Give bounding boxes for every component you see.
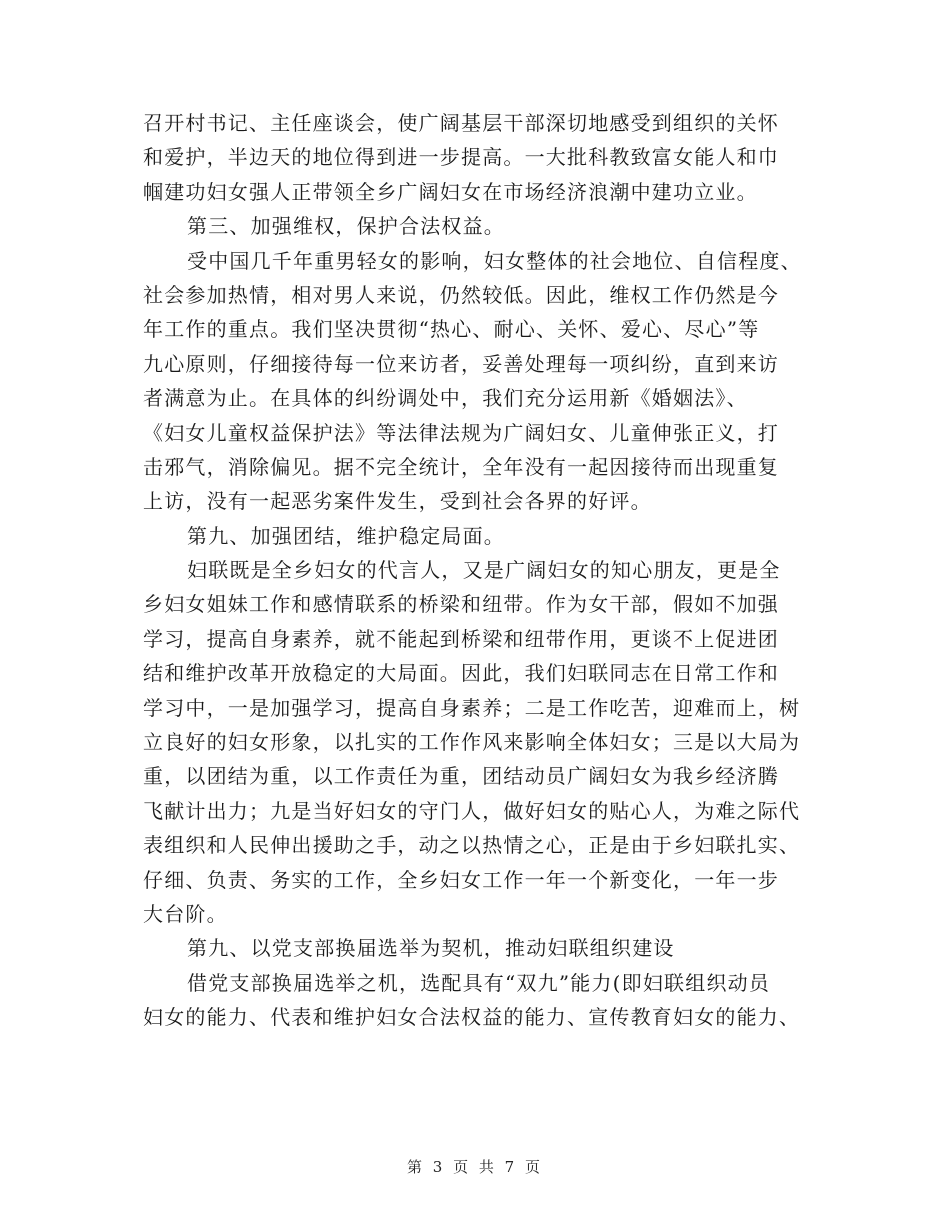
text-line: 结和维护改革开放稳定的大局面。因此，我们妇联同志在日常工作和 <box>143 661 779 686</box>
text-line: 帼建功妇女强人正带领全乡广阔妇女在市场经济浪潮中建功立业。 <box>143 179 758 204</box>
text-line: 《妇女儿童权益保护法》等法律法规为广阔妇女、儿童伸张正义，打 <box>143 420 779 445</box>
paragraph-first-line: 第九、加强团结，维护稳定局面。 <box>187 523 505 548</box>
text-line: 飞献计出力；九是当好妇女的守门人，做好妇女的贴心人，为难之际代 <box>143 798 801 823</box>
text-line: 乡妇女姐妹工作和感情联系的桥梁和纽带。作为女干部，假如不加强 <box>143 592 779 617</box>
text-line: 立良好的妇女形象，以扎实的工作作风来影响全体妇女；三是以大局为 <box>143 730 801 755</box>
text-line: 学习中，一是加强学习，提高自身素养；二是工作吃苦，迎难而上，树 <box>143 695 801 720</box>
paragraph-first-line: 受中国几千年重男轻女的影响，妇女整体的社会地位、自信程度、 <box>187 248 802 273</box>
text-line: 击邪气，消除偏见。据不完全统计，全年没有一起因接待而出现重复 <box>143 454 779 479</box>
paragraph-first-line: 第九、以党支部换届选举为契机，推动妇联组织建设 <box>187 936 675 961</box>
text-line: 妇女的能力、代表和维护妇女合法权益的能力、宣传教育妇女的能力、 <box>143 1005 801 1030</box>
text-line: 者满意为止。在具体的纠纷调处中，我们充分运用新《婚姻法》、 <box>143 386 748 411</box>
text-line: 重，以团结为重，以工作责任为重，团结动员广阔妇女为我乡经济腾 <box>143 764 779 789</box>
text-line: 召开村书记、主任座谈会，使广阔基层干部深切地感受到组织的关怀 <box>143 111 779 135</box>
paragraph-first-line: 妇联既是全乡妇女的代言人，又是广阔妇女的知心朋友，更是全 <box>187 558 781 583</box>
text-line: 年工作的重点。我们坚决贯彻“热心、耐心、关怀、爱心、尽心”等 <box>143 317 760 342</box>
text-line: 仔细、负责、务实的工作，全乡妇女工作一年一个新变化，一年一步 <box>143 867 779 892</box>
paragraph-first-line: 借党支部换届选举之机，选配具有“双九”能力(即妇联组织动员 <box>187 970 771 995</box>
document-body <box>143 106 808 1035</box>
text-line: 九心原则，仔细接待每一位来访者，妥善处理每一项纠纷，直到来访 <box>143 351 779 376</box>
text-line: 大台阶。 <box>143 901 228 926</box>
paragraph-first-line: 第三、加强维权，保护合法权益。 <box>187 214 505 239</box>
text-line: 上访，没有一起恶劣案件发生，受到社会各界的好评。 <box>143 489 652 514</box>
text-line: 和爱护，半边天的地位得到进一步提高。一大批科教致富女能人和巾 <box>143 145 779 170</box>
text-line: 学习，提高自身素养，就不能起到桥梁和纽带作用，更谈不上促进团 <box>143 626 779 651</box>
page-footer: 第 3 页 共 7 页 <box>407 1158 543 1176</box>
text-line: 社会参加热情，相对男人来说，仍然较低。因此，维权工作仍然是今 <box>143 282 779 307</box>
text-line: 表组织和人民伸出援助之手，动之以热情之心，正是由于乡妇联扎实、 <box>143 833 801 858</box>
